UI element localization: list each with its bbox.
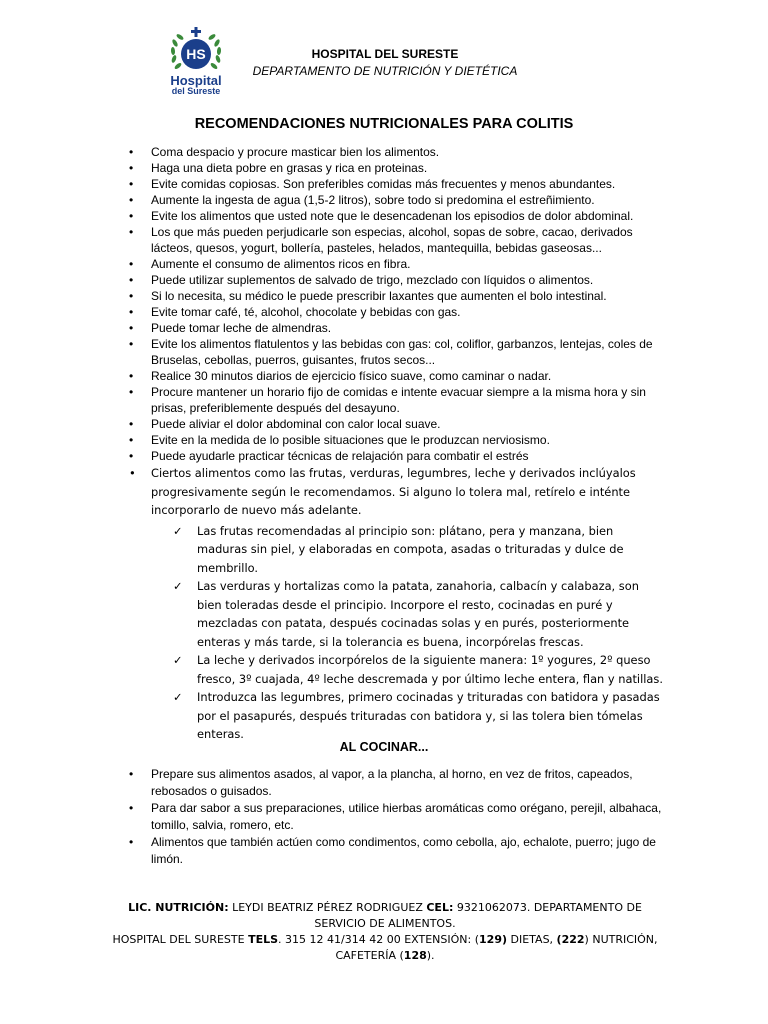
- footer-ext-dietas-label: DIETAS,: [507, 933, 557, 946]
- footer-hospital: HOSPITAL DEL SURESTE: [112, 933, 249, 946]
- check-item: [126, 522, 666, 578]
- checkmark-icon: ✓: [173, 579, 183, 593]
- food-introduction-list: [126, 522, 666, 744]
- checkmark-icon: ✓: [173, 523, 183, 538]
- checkmark-icon: ✓: [173, 690, 183, 704]
- logo-line-2: del Sureste: [171, 86, 221, 96]
- footer-ext-nutricion: (222: [556, 933, 585, 946]
- list-item: • Puede aliviar el dolor abdominal con calor local suave.: [126, 416, 666, 432]
- list-item: • Puede ayudarle practicar técnicas de relajación para combatir el estrés: [126, 448, 666, 464]
- footer-cel-value: 9321062073. DEPARTAMENTO DE SERVICIO DE ALIMENTOS.: [314, 901, 642, 930]
- list-item: • Para dar sabor a sus preparaciones, utilice hierbas aromáticas como orégano, perejil, albahaca, tomillo, salvia, romero, etc.: [126, 800, 666, 834]
- check-item: [126, 651, 666, 688]
- list-item: • Procure mantener un horario fijo de comidas e intente evacuar siempre a la misma hora y sin prisas, preferiblemente después del desayuno.: [126, 384, 666, 416]
- list-item: • Aumente el consumo de alimentos ricos en fibra.: [126, 256, 666, 272]
- footer-tels-label: TELS: [248, 933, 279, 946]
- department-name: DEPARTAMENTO DE NUTRICIÓN Y DIETÉTICA: [252, 64, 518, 78]
- list-item: • Evite tomar café, té, alcohol, chocolate y bebidas con gas.: [126, 304, 666, 320]
- cooking-section-title: AL COCINAR...: [339, 740, 429, 754]
- check-item: [126, 577, 666, 651]
- list-item: • Haga una dieta pobre en grasas y rica en proteinas.: [126, 160, 666, 176]
- list-item: • Evite comidas copiosas. Son preferibles comidas más frecuentes y menos abundantes.: [126, 176, 666, 192]
- page-title: RECOMENDACIONES NUTRICIONALES PARA COLITIS: [194, 116, 574, 132]
- list-item: • Realice 30 minutos diarios de ejercicio físico suave, como caminar o nadar.: [126, 368, 666, 384]
- list-item: • Coma despacio y procure masticar bien los alimentos.: [126, 144, 666, 160]
- footer-ext-cafeteria: 128: [403, 949, 427, 962]
- logo-wordmark: [150, 73, 242, 96]
- check-item-text: Las frutas recomendadas al principio son: plátano, pera y manzana, bien maduras sin piel, y elaboradas en compota, asadas o trituradas y dulce de membrillo.: [197, 523, 624, 575]
- recommendations-list: [126, 144, 666, 744]
- list-item: • Prepare sus alimentos asados, al vapor, a la plancha, al horno, en vez de fritos, capeados, rebosados o guisados.: [126, 766, 666, 800]
- footer-lic-name: LEYDI BEATRIZ PÉREZ RODRIGUEZ: [228, 901, 427, 914]
- list-item: • Ciertos alimentos como las frutas, verduras, legumbres, leche y derivados inclúyalos progresivamente según le recomendamos. Si alguno lo tolera mal, retírelo e inténte incorporarlo de nuevo más adelante.: [126, 464, 666, 520]
- logo-mark: HS: [186, 46, 206, 62]
- check-item-text: La leche y derivados incorpórelos de la siguiente manera: 1º yogures, 2º queso fresco, 3º cuajada, 4º leche descremada y por último leche entera, flan y natillas.: [197, 653, 663, 686]
- list-item: • Alimentos que también actúen como condimentos, como cebolla, ajo, echalote, puerro; jugo de limón.: [126, 834, 666, 868]
- list-item: • Puede tomar leche de almendras.: [126, 320, 666, 336]
- check-item-text: Introduzca las legumbres, primero cocinadas y trituradas con batidora y pasadas por el pasapurés, después trituradas con batidora y, si las tolera bien tómelas enteras.: [197, 690, 660, 741]
- sub-list-container: [126, 522, 666, 744]
- check-item: [126, 688, 666, 744]
- footer-cel-label: CEL:: [426, 901, 454, 914]
- cooking-list: [126, 766, 666, 868]
- document-footer: [110, 900, 660, 964]
- list-item: • Evite en la medida de lo posible situaciones que le produzcan nerviosismo.: [126, 432, 666, 448]
- hospital-name: HOSPITAL DEL SURESTE: [311, 47, 459, 61]
- footer-tels-value: . 315 12 41/314 42 00 EXTENSIÓN: (: [278, 933, 480, 946]
- logo-line-1: Hospital: [170, 73, 222, 88]
- list-item: • Los que más pueden perjudicarle son especias, alcohol, sopas de sobre, cacao, derivados lácteos, quesos, yogurt, bollería, pasteles, helados, mantequilla, bebidas gaseosas...: [126, 224, 666, 256]
- footer-ext-dietas: 129): [479, 933, 508, 946]
- document-header: [230, 46, 540, 80]
- list-item: • Evite los alimentos flatulentos y las bebidas con gas: col, coliflor, garbanzos, lentejas, coles de Bruselas, cebollas, puerros, guisantes, frutos secos...: [126, 336, 666, 368]
- footer-lic-label: LIC. NUTRICIÓN:: [128, 901, 229, 914]
- check-item-text: Las verduras y hortalizas como la patata, zanahoria, calbacín y calabaza, son bien toleradas desde el principio. Incorpore el resto, cocinadas en puré y mezcladas con patata, después cocinadas solas y en purés, posteriormente enteras y más tarde, si la tolerancia es buena, incorpórelas frescas.: [197, 579, 639, 649]
- list-item: • Si lo necesita, su médico le puede prescribir laxantes que aumenten el bolo intestinal.: [126, 288, 666, 304]
- footer-end: ).: [426, 949, 435, 962]
- list-item: • Evite los alimentos que usted note que le desencadenan los episodios de dolor abdominal.: [126, 208, 666, 224]
- checkmark-icon: ✓: [173, 653, 183, 667]
- list-item: • Puede utilizar suplementos de salvado de trigo, mezclado con líquidos o alimentos.: [126, 272, 666, 288]
- list-item: • Aumente la ingesta de agua (1,5-2 litros), sobre todo si predomina el estreñimiento.: [126, 192, 666, 208]
- footer-ext-nutricion-label: ) NUTRICIÓN, CAFETERÍA (: [335, 933, 658, 962]
